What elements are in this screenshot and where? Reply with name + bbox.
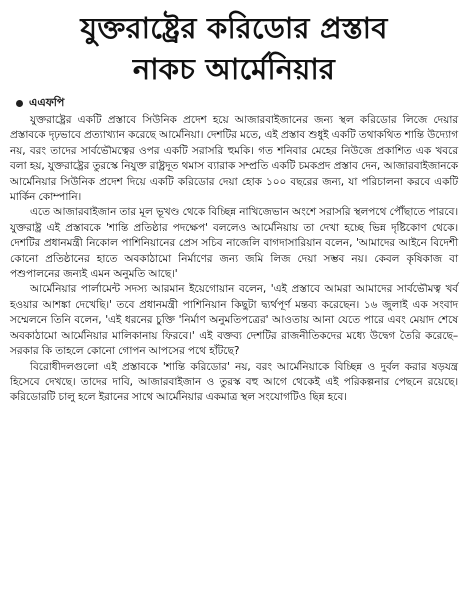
headline-line-2: নাকচ আর্মেনিয়ার <box>132 52 336 86</box>
paragraph-3: আর্মেনিয়ার পার্লামেন্ট সদস্য আরমান ইয়েগোয়ান বলেন, 'এই প্রস্তাবে আমরা আমাদের সার্বভৌমত্ব খর্ব হওয়ার আশঙ্কা দেখেছি।' তবে প্রধানমন্ত্রী পাশিনিয়ান কিছুটা দ্ব্যর্থপূর্ণ মন্তব্য করেছেন। ১৬ জুলাই এক সংবাদ সম্মেলনে তিনি বলেন, 'এই ধরনের চুক্তি 'নির্মাণ অনুমতিপত্রের' আওতায় আনা যেতে পারে এবং মেয়াদ শেষে অবকাঠামো আর্মেনিয়ার মালিকানায় ফিরবে।' এই বক্তব্য দেশটির রাজনীতিকদের মধ্যে উদ্বেগ তৈরি করেছে– সরকার কি তাহলে কোনো গোপন আপসের পথে হাঁটছে? <box>10 283 458 358</box>
paragraph-4: বিরোধীদলগুলো এই প্রস্তাবকে 'শান্তি করিডোর' নয়, বরং আর্মেনিয়াকে বিচ্ছিন্ন ও দুর্বল করার ষড়যন্ত্র হিসেবে দেখছে। তাদের দাবি, আজারবাইজান ও তুরস্ক বহু আগে থেকেই এই পরিকল্পনার পেছনে রয়েছে। করিডোরটি চালু হলে ইরানের সাথে আর্মেনিয়ার একমাত্র স্থল সংযোগটিও ছিন্ন হবে। <box>10 360 458 404</box>
headline-line-1: যুক্তরাষ্ট্রের করিডোর প্রস্তাব <box>80 11 388 45</box>
byline <box>16 96 458 110</box>
headline <box>10 0 458 90</box>
paragraph-1: যুক্তরাষ্ট্রের একটি প্রস্তাবে সিউনিক প্রদেশ হয়ে আজারবাইজানের জন্য স্থল করিডোর লিজে দেয়ার প্রস্তাবকে দৃঢ়ভাবে প্রত্যাখ্যান করেছে আর্মেনিয়া। দেশটির মতে, এই প্রস্তাব শুধুই একটি তথাকথিত শান্তি উদ্যোগ নয়, বরং তাদের সার্বভৌমত্বের ওপর একটি সরাসরি হুমকি। গত শনিবার মেহের নিউজে প্রকাশিত এক খবরে বলা হয়, যুক্তরাষ্ট্রের তুরস্কে নিযুক্ত রাষ্ট্রদূত থমাস ব্যারাক সম্প্রতি একটি চমকপ্রদ প্রস্তাব দেন, আজারবাইজানকে আর্মেনিয়ার সিউনিক প্রদেশ দিয়ে একটি করিডোর দেয়া হোক ১০০ বছরের জন্য, যা পরিচালনা করবে একটি মার্কিন কোম্পানি। <box>10 114 458 204</box>
source-label: এএফপি <box>29 96 65 109</box>
article-body <box>10 113 458 406</box>
paragraph-2: এতে আজারবাইজান তার মূল ভূখণ্ড থেকে বিচ্ছিন্ন নাখিজেভান অংশে সরাসরি স্থলপথে পৌঁছাতে পারবে। যুক্তরাষ্ট্র এই প্রস্তাবকে 'শান্তি প্রতিষ্ঠার পদক্ষেপ' বললেও আর্মেনিয়ায় তা দেখা হচ্ছে ভিন্ন দৃষ্টিকোণ থেকে। দেশটির প্রধানমন্ত্রী নিকোল পাশিনিয়ানের প্রেস সচিব নাজেলি বাগদাসারিয়ান বলেন, 'আমাদের আইনে বিদেশী কোনো প্রতিষ্ঠানের হাতে অবকাঠামো নির্মাণের জন্য জমি লিজ দেয়া সম্ভব নয়। কেবল কৃষিকাজ বা পশুপালনের জন্যই এমন অনুমতি আছে।' <box>10 206 458 281</box>
bullet-icon <box>16 100 23 107</box>
